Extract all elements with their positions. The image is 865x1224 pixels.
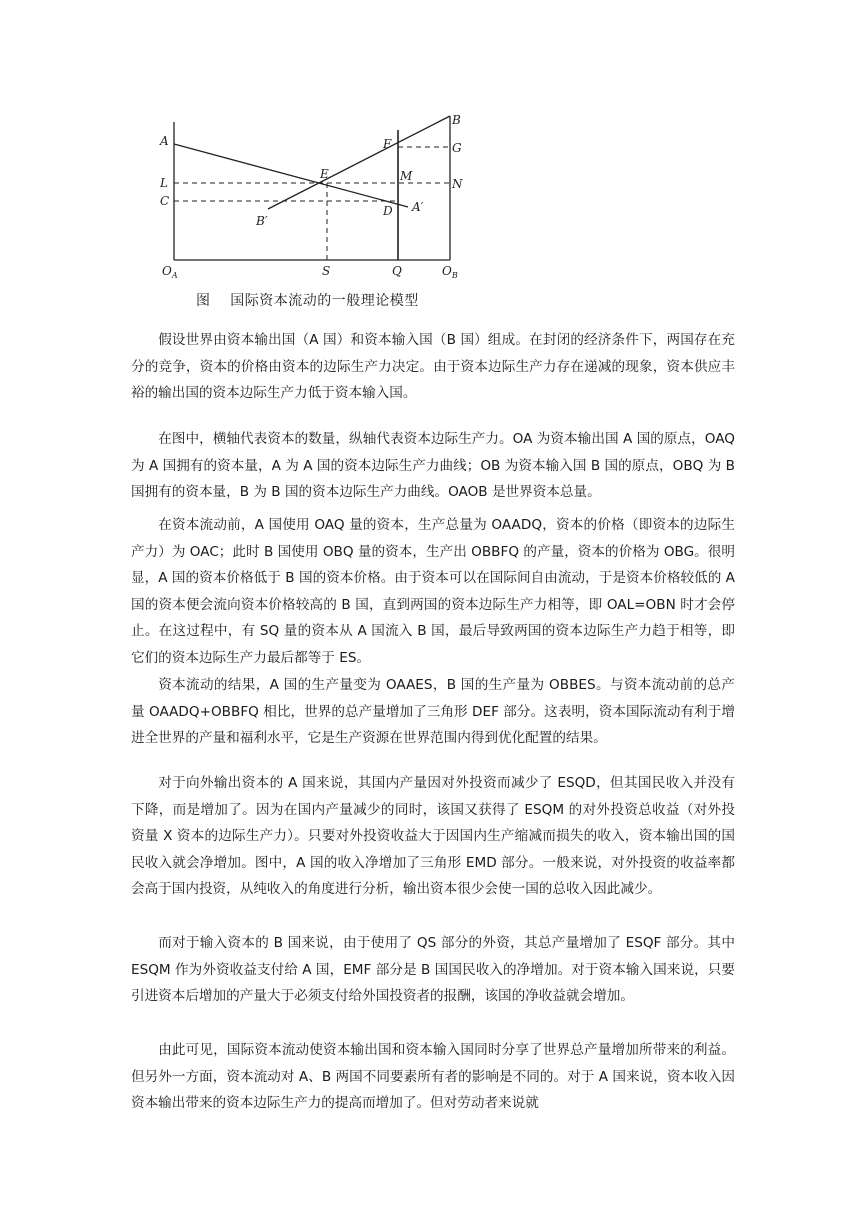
capital-flow-diagram bbox=[150, 108, 480, 283]
label-l: L bbox=[160, 176, 168, 190]
paragraph: 假设世界由资本输出国（A 国）和资本输入国（B 国）组成。在封闭的经济条件下，两国存在充分的竞争，资本的价格由资本的边际生产力决定。由于资本边际生产力存在递减的现象，资本供应丰裕的输出国的资本边际生产力低于资本输入国。 bbox=[131, 332, 735, 401]
label-m: M bbox=[400, 169, 413, 183]
paragraph: 资本流动的结果，A 国的生产量变为 OAAES，B 国的生产量为 OBBES。与资本流动前的总产量 OAADQ+OBBFQ 相比，世界的总产量增加了三角形 DEF 部分。这表明，资本国际流动有利于增进全世界的产量和福利水平，它是生产资源在世界范围内得到优化配置的结果。 bbox=[131, 677, 735, 746]
label-c: C bbox=[160, 194, 170, 208]
label-n: N bbox=[452, 177, 463, 191]
figure-caption: 图 国际资本流动的一般理论模型 bbox=[196, 293, 419, 309]
label-ob: $O_B$ bbox=[442, 264, 458, 280]
paragraph: 由此可见，国际资本流动使资本输出国和资本输入国同时分享了世界总产量增加所带来的利益。但另外一方面，资本流动对 A、B 两国不同要素所有者的影响是不同的。对于 A 国来说，资本收入因资本输出带来的资本边际生产力的提高而增加了。但对劳动者来说就 bbox=[131, 1042, 735, 1111]
paragraph: 在图中，横轴代表资本的数量，纵轴代表资本边际生产力。OA 为资本输出国 A 国的原点，OAQ 为 A 国拥有的资本量，A 为 A 国的资本边际生产力曲线；OB 为资本输入国 B 国的原点，OBQ 为 B 国拥有的资本量，B 为 B 国的资本边际生产力曲线。OAOB 是世界资本总量。 bbox=[131, 431, 735, 500]
label-oa: $O_A$ bbox=[162, 264, 178, 280]
label-b-prime: B′ bbox=[256, 214, 268, 228]
label-e: E bbox=[320, 167, 329, 181]
label-s: S bbox=[322, 264, 331, 278]
label-q: Q bbox=[392, 264, 402, 278]
paragraph: 对于向外输出资本的 A 国来说，其国内产量因对外投资而减少了 ESQD，但其国民收入并没有下降，而是增加了。因为在国内产量减少的同时，该国又获得了 ESQM 的对外投资总收益（对外投资量 X 资本的边际生产力）。只要对外投资收益大于因国内生产缩减而损失的收入，资本输出国的国民收入就会净增加。图中，A 国的收入净增加了三角形 EMD 部分。一般来说，对外投资的收益率都会高于国内投资，从纯收入的角度进行分析，输出资本很少会使一国的总收入因此减少。 bbox=[131, 775, 735, 897]
label-d: D bbox=[383, 204, 393, 218]
diagram-svg bbox=[150, 108, 480, 283]
label-g: G bbox=[452, 141, 462, 155]
label-a: A bbox=[160, 134, 169, 148]
label-b: B bbox=[452, 113, 461, 127]
curve-b bbox=[268, 116, 450, 209]
label-a-prime: A′ bbox=[412, 200, 424, 214]
paragraph: 而对于输入资本的 B 国来说，由于使用了 QS 部分的外资，其总产量增加了 ESQF 部分。其中 ESQM 作为外资收益支付给 A 国，EMF 部分是 B 国国民收入的净增加。对于资本输入国来说，只要引进资本后增加的产量大于必须支付给外国投资者的报酬，该国的净收益就会增加。 bbox=[131, 935, 735, 1004]
paragraph: 在资本流动前，A 国使用 OAQ 量的资本，生产总量为 OAADQ，资本的价格（即资本的边际生产力）为 OAC；此时 B 国使用 OBQ 量的资本，生产出 OBBFQ 的产量，资本的价格为 OBG。很明显，A 国的资本价格低于 B 国的资本价格。由于资本可以在国际间自由流动，于是资本价格较低的 A 国的资本便会流向资本价格较高的 B 国，直到两国的资本边际生产力相等，即 OAL=OBN 时才会停止。在这过程中，有 SQ 量的资本从 A 国流入 B 国，最后导致两国的资本边际生产力趋于相等，即它们的资本边际生产力最后都等于 ES。 bbox=[131, 517, 735, 666]
label-f: F bbox=[383, 137, 392, 151]
